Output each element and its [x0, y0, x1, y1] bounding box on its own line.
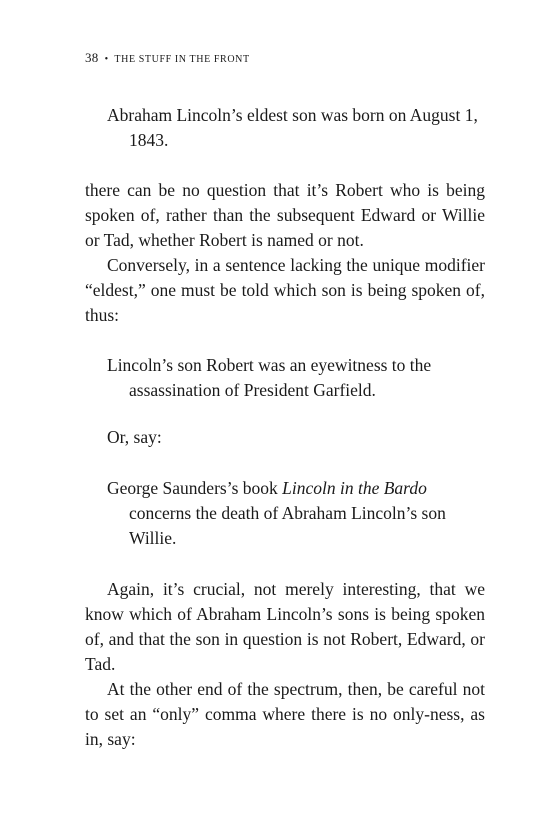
example-eldest: Abraham Lincoln’s eldest son was born on August 1, 1843.	[107, 105, 478, 150]
example-robert-block	[85, 353, 485, 403]
paragraph-other-end: At the other end of the spectrum, then, be careful not to set an “only” comma where there is no only-ness, as in, say:	[85, 679, 485, 749]
example-saunders-lead: George Saunders’s book	[107, 478, 283, 498]
example-saunders	[85, 476, 485, 551]
example-saunders-block	[85, 476, 485, 551]
running-head	[85, 50, 250, 66]
example-saunders-tail: concerns the death of Abraham Lincoln’s son Willie.	[129, 503, 446, 548]
paragraph-again: Again, it’s crucial, not merely interesting, that we know which of Abraham Lincoln’s sons is being spoken of, and that the son in question is not Robert, Edward, or Tad.	[85, 579, 485, 674]
paragraph-robert-question: there can be no question that it’s Robert who is being spoken of, rather than the subsequent Edward or Willie or Tad, whether Robert is named or not.	[85, 180, 485, 250]
section-title: THE STUFF IN THE FRONT	[114, 54, 250, 65]
or-say-text: Or, say:	[107, 427, 162, 447]
paragraph-block-2	[85, 577, 485, 752]
header-bullet: •	[104, 54, 109, 65]
example-eldest-block	[85, 103, 485, 153]
example-robert: Lincoln’s son Robert was an eyewitness to the assassination of President Garfield.	[107, 355, 432, 400]
paragraph-block-1	[85, 178, 485, 328]
book-title: Lincoln in the Bardo	[282, 478, 427, 498]
paragraph-conversely: Conversely, in a sentence lacking the unique modifier “eldest,” one must be told which son is being spoken of, thus:	[85, 255, 485, 325]
or-say-block	[85, 425, 485, 450]
page-number: 38	[85, 50, 99, 65]
